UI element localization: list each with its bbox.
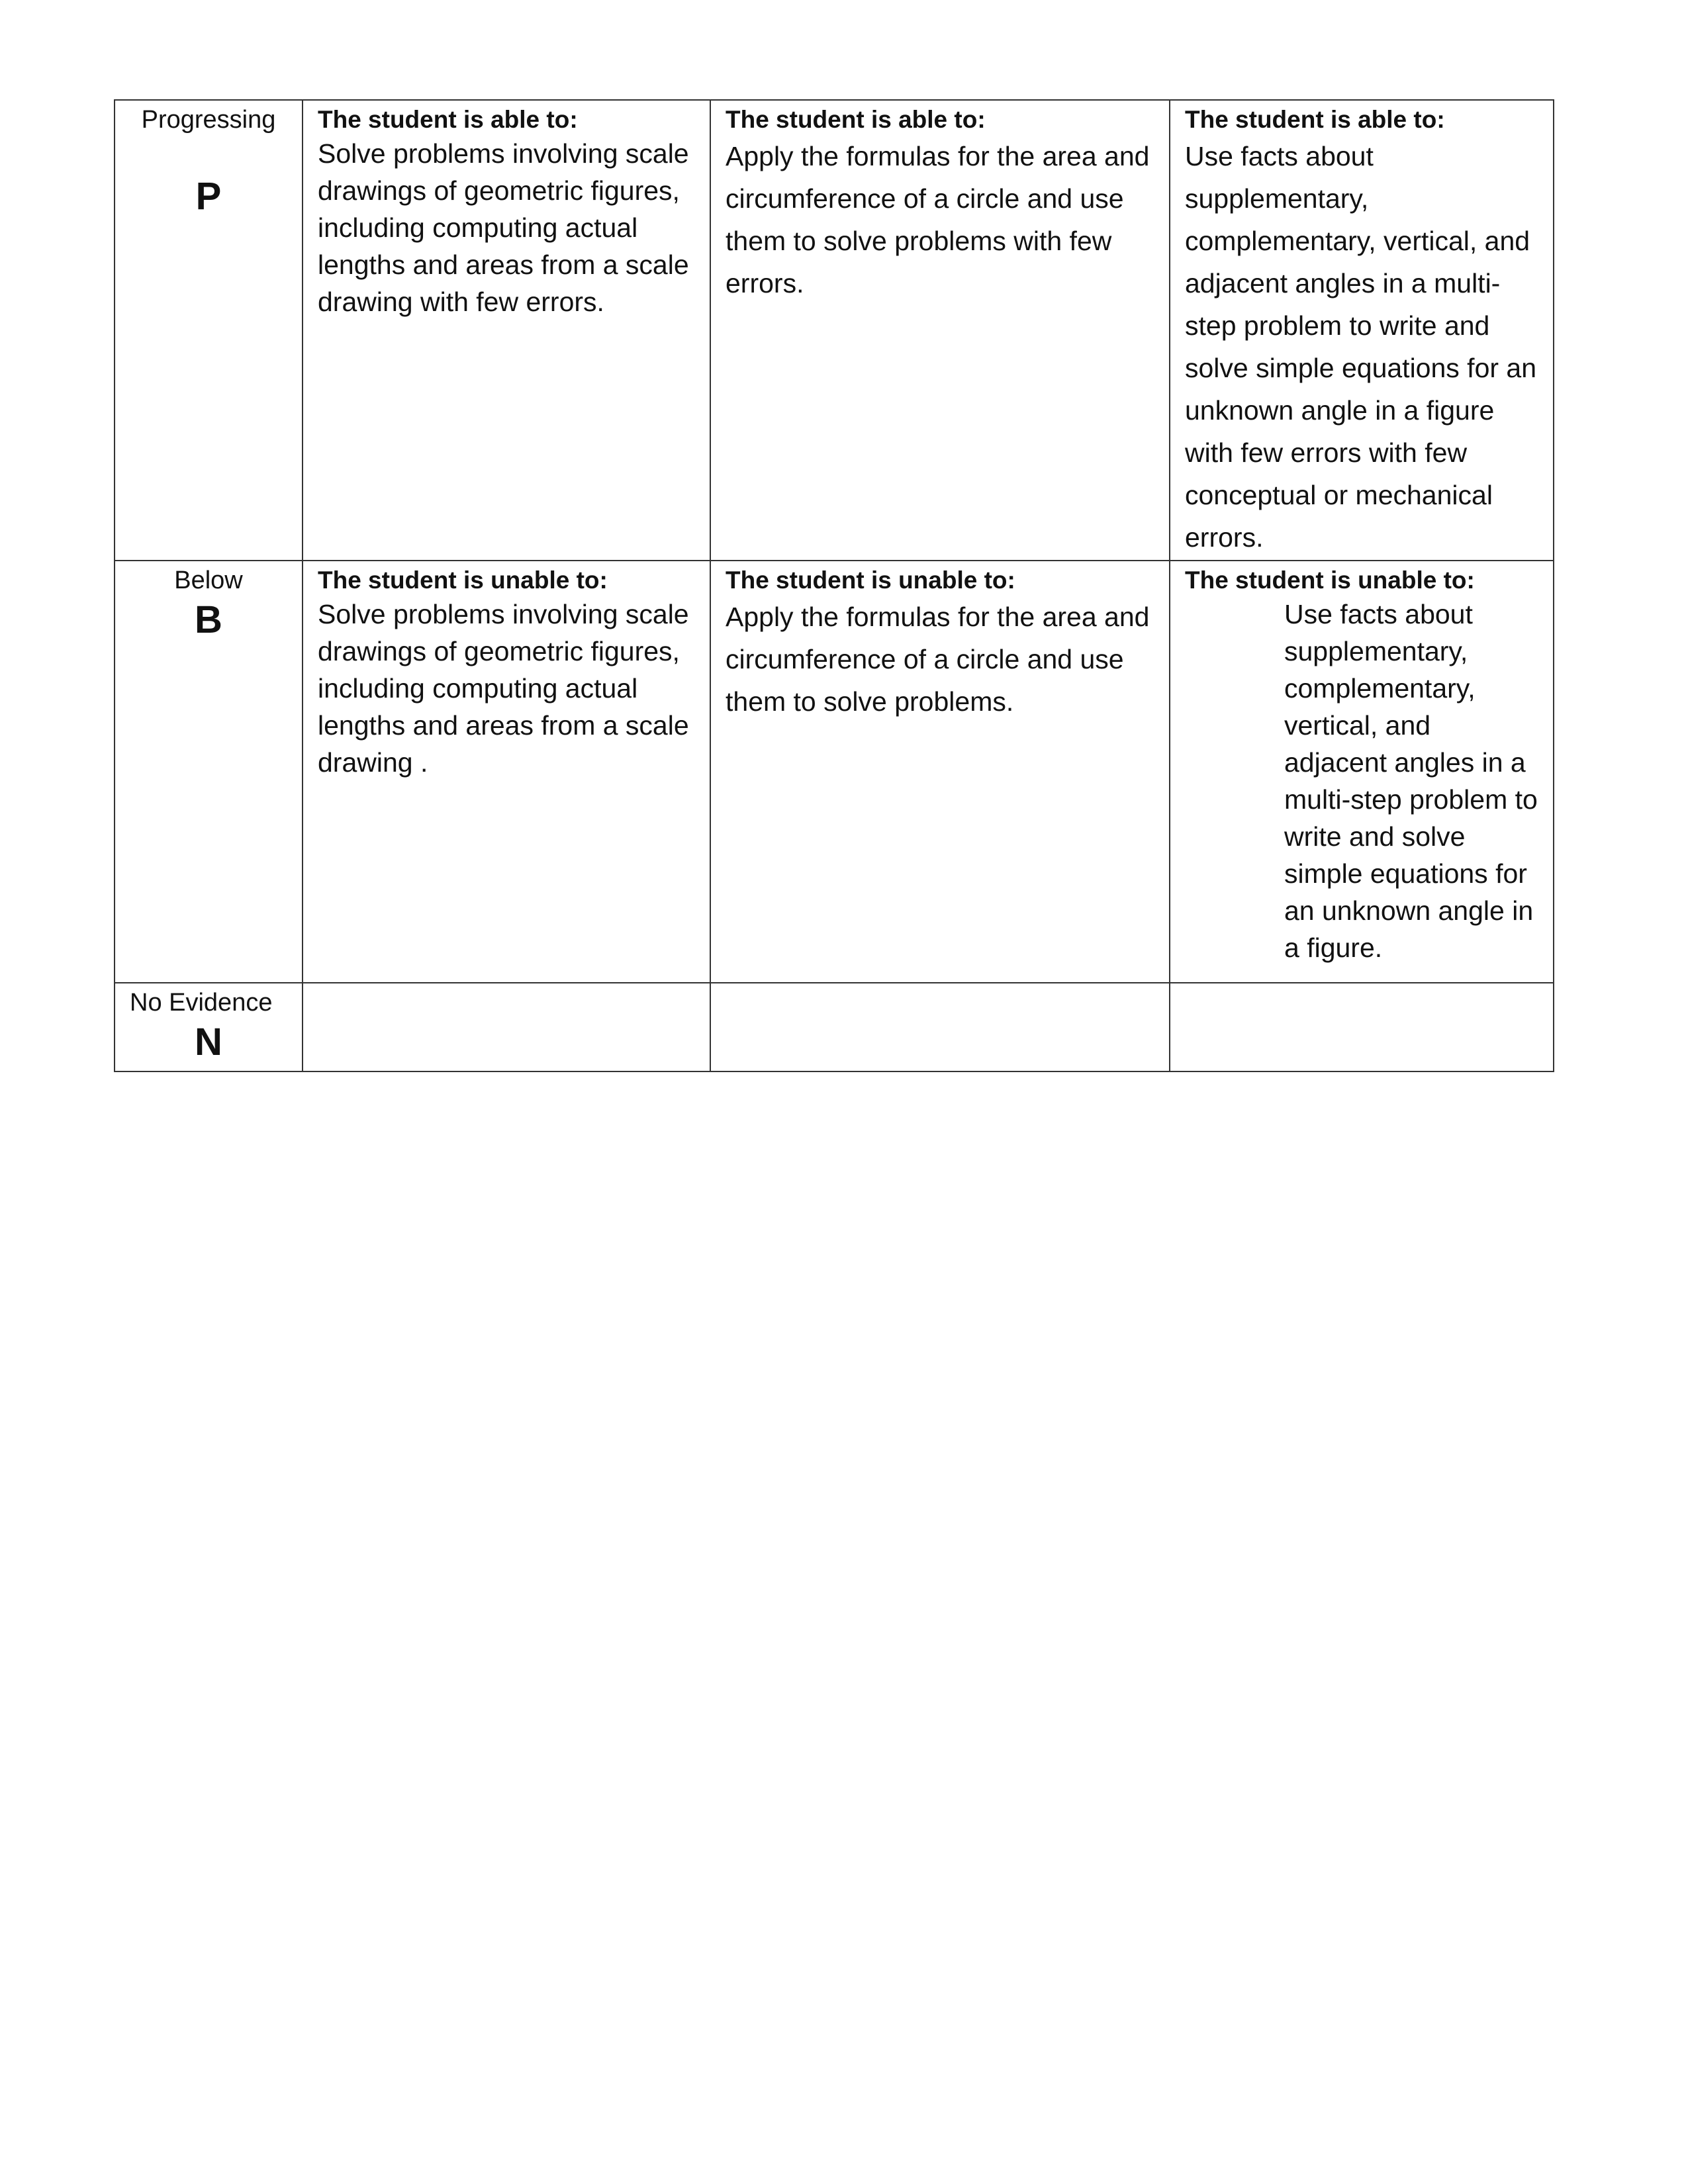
level-cell (115, 561, 303, 983)
descriptor-text: Solve problems involving scale drawings of geometric figures, including computing actual lengths and areas from a scale drawing with few errors. (318, 138, 689, 317)
descriptor-text: Use facts about supplementary, complementary, vertical, and adjacent angles in a multi-step problem to write and solve simple equations for an unknown angle in a figure with few errors with few conceptual or mechanical errors. (1185, 141, 1537, 553)
descriptor-cell-circle-formulas (710, 100, 1170, 561)
rubric-row-progressing (115, 100, 1554, 561)
descriptor-text: Use facts about supplementary, complementary, vertical, and adjacent angles in a multi-step problem to write and solve simple equations for an unknown angle in a figure. (1284, 599, 1538, 963)
rubric-row-below (115, 561, 1554, 983)
descriptor-cell-circle-formulas (710, 983, 1170, 1071)
level-letter: N (195, 1021, 222, 1064)
level-cell (115, 100, 303, 561)
level-name: Below (174, 567, 243, 594)
descriptor-cell-scale-drawings (303, 100, 710, 561)
descriptor-cell-circle-formulas (710, 561, 1170, 983)
descriptor-cell-scale-drawings (303, 983, 710, 1071)
level-name: No Evidence (130, 989, 273, 1017)
descriptor-cell-angle-facts (1170, 983, 1554, 1071)
descriptor-heading: The student is unable to: (318, 567, 608, 594)
descriptor-heading: The student is able to: (318, 106, 578, 133)
descriptor-text: Apply the formulas for the area and circumference of a circle and use them to solve problems. (726, 602, 1150, 717)
descriptor-heading: The student is able to: (1185, 106, 1445, 133)
descriptor-cell-scale-drawings (303, 561, 710, 983)
descriptor-text: Apply the formulas for the area and circumference of a circle and use them to solve problems with few errors. (726, 141, 1150, 298)
descriptor-cell-angle-facts (1170, 100, 1554, 561)
descriptor-heading: The student is unable to: (726, 567, 1015, 594)
level-cell (115, 983, 303, 1071)
descriptor-heading: The student is able to: (726, 106, 986, 133)
descriptor-text: Solve problems involving scale drawings of geometric figures, including computing actual lengths and areas from a scale drawing . (318, 599, 689, 778)
descriptor-cell-angle-facts (1170, 561, 1554, 983)
level-letter: P (195, 175, 222, 218)
level-letter: B (195, 598, 222, 641)
rubric-row-no-evidence (115, 983, 1554, 1071)
descriptor-heading: The student is unable to: (1185, 567, 1475, 594)
level-name: Progressing (141, 106, 276, 134)
rubric-table (114, 99, 1554, 1072)
